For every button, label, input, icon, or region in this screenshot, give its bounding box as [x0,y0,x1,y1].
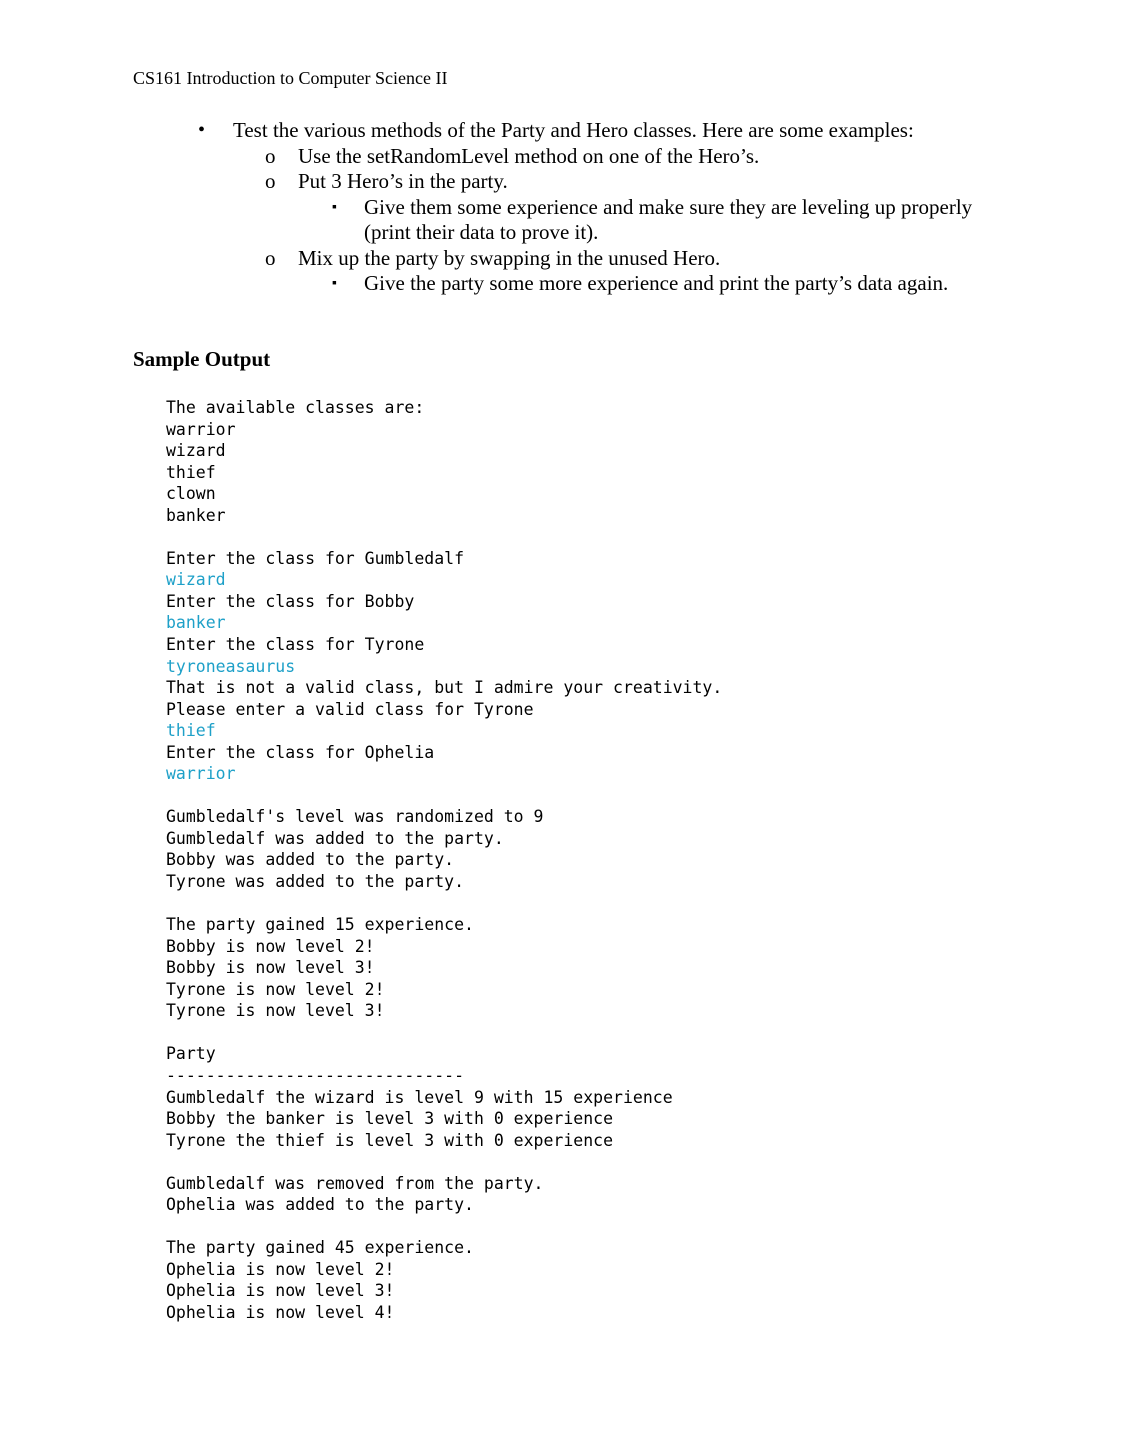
bullet-text: Mix up the party by swapping in the unused Hero. [298,245,721,270]
instruction-list [0,118,1126,297]
bullet-marker: • [198,119,206,141]
output-line: Gumbledalf the wizard is level 9 with 15 experience [166,1087,673,1107]
output-line: Bobby is now level 2! [166,936,375,956]
bullet-text: Test the various methods of the Party and Hero classes. Here are some examples: [233,118,914,142]
bullet-item [0,118,1126,144]
bullet-marker: ▪ [332,199,337,215]
bullet-marker: o [265,143,276,168]
output-line: Bobby is now level 3! [166,958,375,978]
user-input-line: tyroneasaurus [166,656,296,676]
user-input-line: banker [166,613,226,633]
bullet-text: Use the setRandomLevel method on one of the Hero’s. [298,143,760,168]
output-line: The party gained 45 experience. [166,1238,474,1258]
bullet-marker: o [265,169,276,193]
output-line: Ophelia is now level 4! [166,1302,395,1322]
output-line: Tyrone the thief is level 3 with 0 experience [166,1130,614,1150]
bullet-text: Put 3 Hero’s in the party. [298,169,508,193]
output-line: Party [166,1044,216,1064]
output-line: thief [166,462,216,482]
output-line: ------------------------------ [166,1065,465,1085]
output-line: Enter the class for Gumbledalf [166,548,465,568]
blank-line [166,1216,722,1238]
output-line: wizard [166,441,226,461]
blank-line [166,526,722,548]
output-line: Gumbledalf's level was randomized to 9 [166,807,544,827]
output-line: Gumbledalf was removed from the party. [166,1173,544,1193]
bullet-text: Give them some experience and make sure they are leveling up properly [364,194,973,219]
output-line: Enter the class for Bobby [166,591,415,611]
output-line: The available classes are: [166,398,425,417]
output-line: clown [166,484,216,504]
sub-sub-bullet-item [0,195,1126,221]
user-input-line: wizard [166,570,226,590]
user-input-line: thief [166,721,216,741]
user-input-line: warrior [166,764,236,784]
output-line: Bobby the banker is level 3 with 0 experience [166,1109,614,1129]
output-line: Enter the class for Ophelia [166,742,435,762]
output-line: Please enter a valid class for Tyrone [166,699,534,719]
bullet-marker: ▪ [332,276,337,291]
sample-output-console [166,397,722,1324]
blank-line [166,1022,722,1044]
output-line: Tyrone is now level 2! [166,979,385,999]
blank-line [166,785,722,807]
bullet-text: (print their data to prove it). [364,220,599,244]
output-line: Enter the class for Tyrone [166,635,425,655]
blank-line [166,893,722,915]
section-heading: Sample Output [133,347,271,371]
output-line: Bobby was added to the party. [166,850,455,870]
page-header: CS161 Introduction to Computer Science II [133,68,448,88]
blank-line [166,1151,722,1173]
bullet-text: Give the party some more experience and print the party’s data again. [364,271,949,295]
bullet-marker: o [265,245,276,270]
output-line: Ophelia was added to the party. [166,1195,474,1215]
output-line: Ophelia is now level 3! [166,1281,395,1301]
output-line: Tyrone was added to the party. [166,872,465,892]
output-line: Ophelia is now level 2! [166,1259,395,1279]
output-line: warrior [166,419,236,439]
output-line: Gumbledalf was added to the party. [166,828,504,848]
bullet-continuation [0,220,1126,246]
output-line: That is not a valid class, but I admire your creativity. [166,678,723,698]
sub-bullet-item [0,246,1126,272]
output-line: Tyrone is now level 3! [166,1001,385,1021]
sub-bullet-item [0,144,1126,170]
sub-sub-bullet-item [0,271,1126,297]
output-line: The party gained 15 experience. [166,915,474,935]
sub-bullet-item [0,169,1126,195]
output-line: banker [166,505,226,525]
